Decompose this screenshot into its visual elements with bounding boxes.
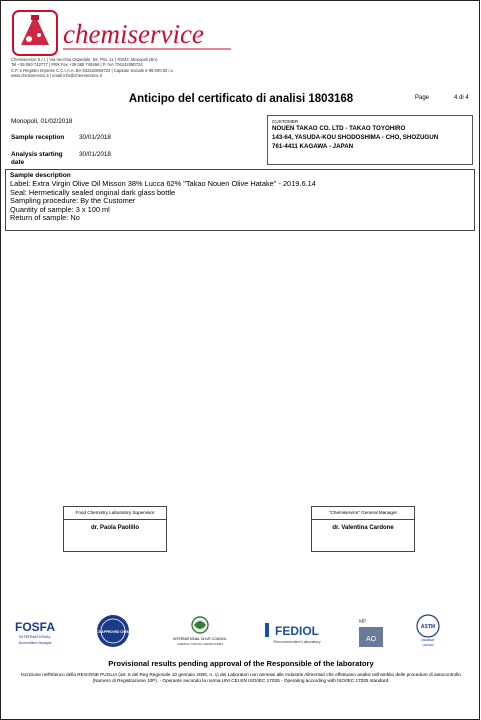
svg-text:Accredited Analyst: Accredited Analyst (18, 640, 52, 645)
page-number: 4 di 4 (454, 95, 469, 101)
signature-name: dr. Valentina Cardone (332, 525, 394, 531)
sample-label-line: Label: Extra Virgin Olive Oil Misson 38% Lucca 62% "Takao Nouen Olive Hatake" - 2019.6.14 (10, 179, 316, 188)
fosfa-logo (11, 613, 59, 649)
sample-description-box (5, 169, 475, 231)
logo-flask-icon (13, 11, 57, 55)
sample-procedure-line: Sampling procedure: By the Customer (10, 196, 136, 206)
sample-seal-line: Seal: Hermetically sealed original dark glass bottle (10, 187, 176, 197)
customer-line: 143-64, YASUDA-KOU SHODOSHIMA - CHO, SHOZUGUN (272, 133, 439, 141)
svg-text:Recommended Laboratory: Recommended Laboratory (273, 639, 321, 644)
footer-title: Provisional results pending approval of the Responsible of the laboratory (108, 659, 374, 668)
signature-name: dr. Paola Paolillo (90, 525, 139, 531)
document-title: Anticipo del certificato di analisi 1803168 (128, 93, 354, 105)
svg-text:MP: MP (359, 619, 367, 625)
svg-text:INTERNATIONAL: INTERNATIONAL (19, 634, 51, 639)
svg-text:MEMBER: MEMBER (421, 638, 435, 642)
company-info-line: Chemiservice S.r.l. | Via Vecchia Ospedale, Str. Priv. 11 | 70043, Monopoli (BA) (11, 57, 158, 62)
aocs-logo (91, 613, 135, 649)
sample-description-heading: Sample description (10, 172, 71, 179)
footer-note: Iscrizione nell'Elenco della REGIONE PUGLIA (art. 6 del Reg Regionale 10 gennaio 2006, n. 1) dei Laboratori non annessi alle Industrie Alimentari che effettuano analisi nell'ambito delle procedure di autocontrollo (Numero di Registrazione 10P). - Operante secondo la norma UNI CEI EN ISO/IEC 17025 - Operating according with ISO/IEC 17025 standard. (21, 672, 461, 684)
svg-text:AO: AO (365, 636, 377, 643)
company-info-line: C.F. e Registro Imprese C.C.I.A.A. BA 042420806724 | Capitale Sociale € 89.000,00 i.v. (11, 67, 174, 73)
signature-box-supervisor (63, 506, 167, 552)
sample-return-line: Return of sample: No (10, 213, 80, 223)
analysis-start-label: Analysis starting date (11, 151, 63, 166)
ioc-logo (169, 613, 231, 649)
analysis-start-value: 30/01/2018 (79, 151, 111, 158)
svg-text:ASTM: ASTM (420, 624, 436, 630)
customer-line: NOUEN TAKAO CO. LTD - TAKAO TOYOHIRO (272, 125, 406, 132)
svg-text:INTERNATIONAL OLIVE COUNCIL: INTERNATIONAL OLIVE COUNCIL (173, 637, 227, 641)
customer-line: 761-4411 KAGAWA - JAPAN (272, 142, 354, 150)
fediol-logo (263, 613, 325, 649)
svg-text:FEDIOL: FEDIOL (275, 624, 319, 638)
accredia-logo (353, 613, 387, 649)
customer-box (267, 115, 473, 165)
sample-quantity-line: Quantity of sample: 3 x 100 ml (10, 204, 110, 214)
sample-reception-label: Sample reception (11, 134, 65, 141)
svg-text:CHEMICAL TESTING LABORATORIES: CHEMICAL TESTING LABORATORIES (177, 643, 223, 646)
customer-label: CUSTOMER (272, 119, 299, 124)
sample-reception-value: 30/01/2018 (79, 134, 111, 141)
svg-text:AOCS APPROVED CHEMIST: AOCS APPROVED CHEMIST (91, 630, 135, 634)
signature-box-manager (311, 506, 415, 552)
svg-text:FOSFA: FOSFA (14, 620, 56, 634)
page-label: Page (415, 95, 430, 101)
signature-role: "Chemiservice" General Manager (312, 507, 414, 520)
signature-role: Food Chemistry Laboratory Supervisor (64, 507, 166, 520)
place-date: Monopoli, 01/02/2018 (11, 118, 73, 125)
company-info-line: www.chemiservice.it | email info@chemiservice.it (11, 73, 102, 79)
svg-text:chemiservice: chemiservice (63, 19, 204, 49)
company-info (11, 57, 231, 79)
astm-logo (415, 613, 441, 649)
company-info-line: Tel +39 080 742777 | PBX Fax +39 080 748466 | P. IVA 704242080724 (11, 62, 143, 68)
chemiservice-logo (7, 5, 237, 59)
svg-text:1049022: 1049022 (422, 643, 434, 647)
